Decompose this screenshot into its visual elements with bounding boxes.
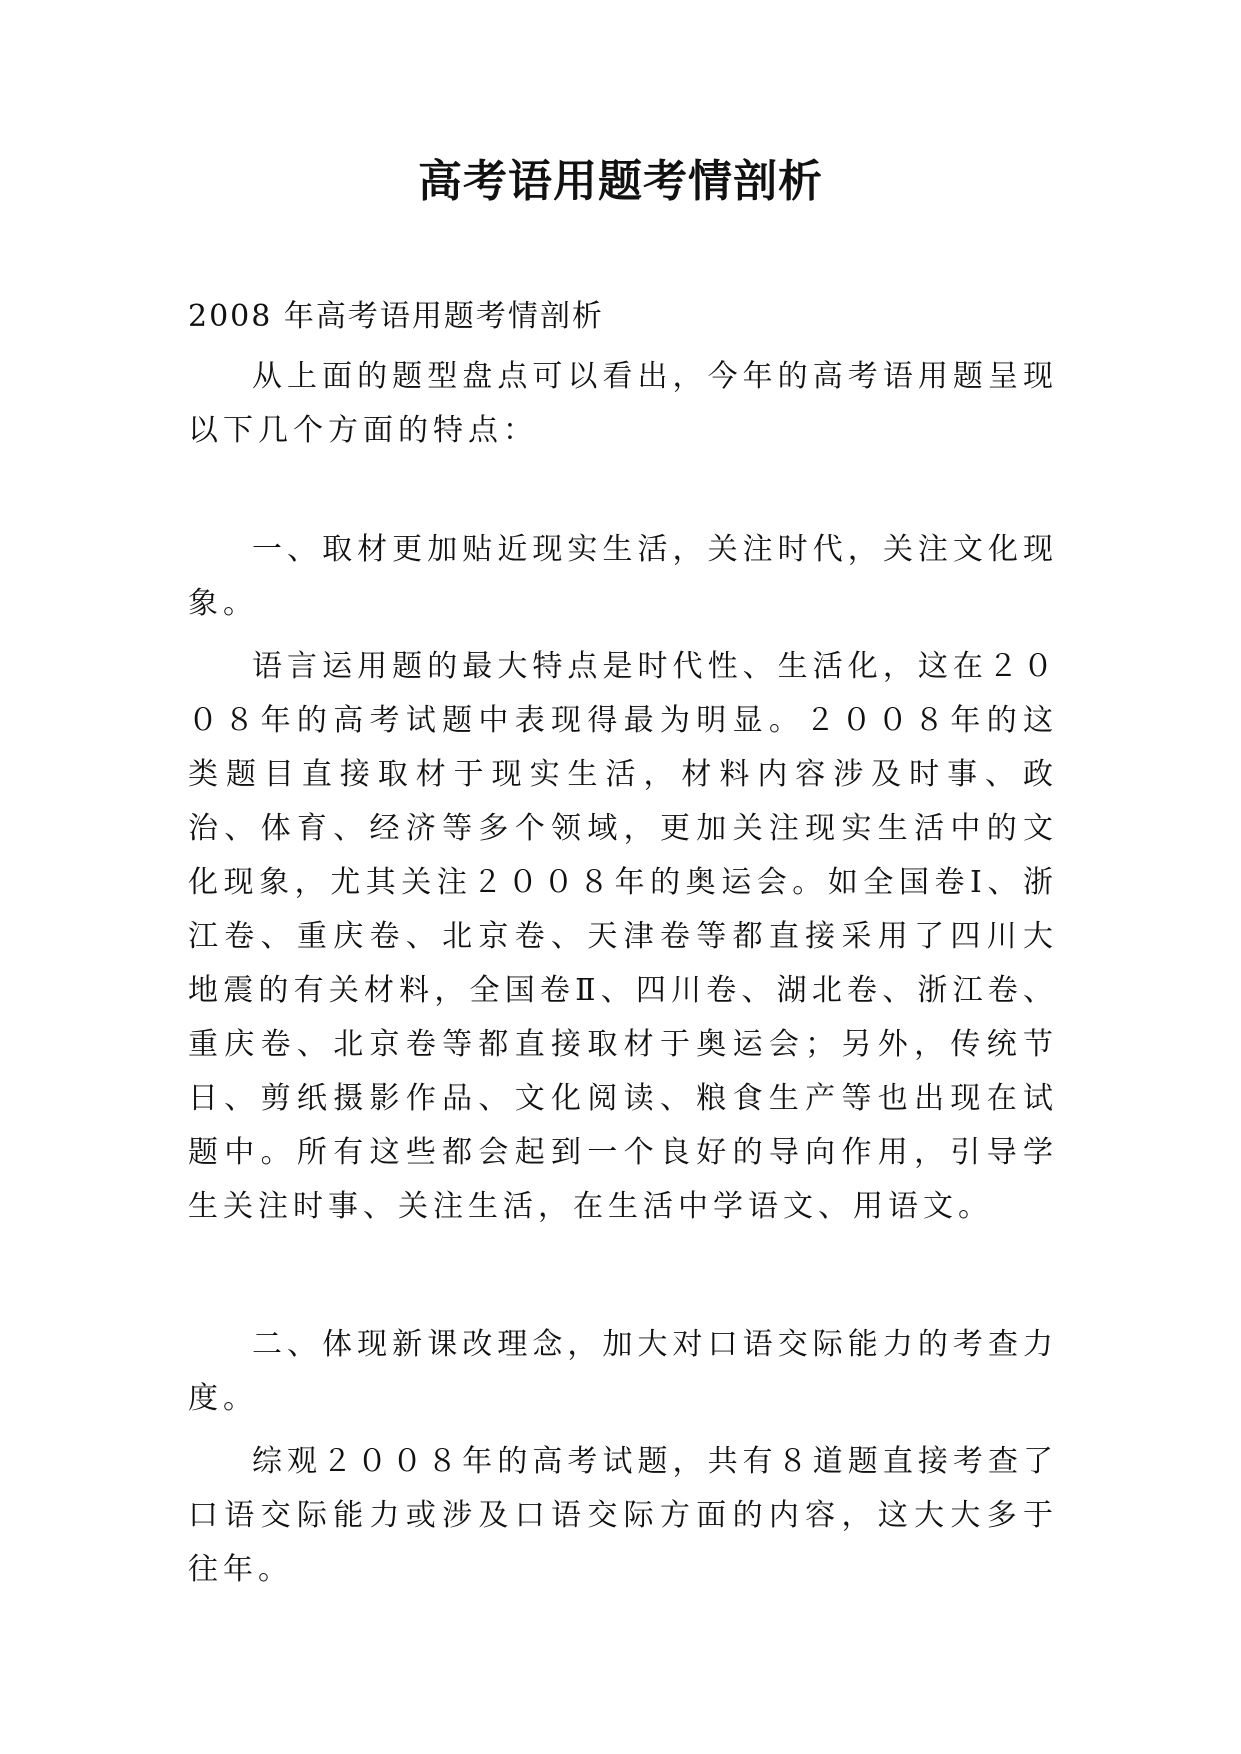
intro-paragraph: 从上面的题型盘点可以看出，今年的高考语用题呈现以下几个方面的特点： (188, 359, 1058, 448)
section-heading-2: 二、体现新课改理念，加大对口语交际能力的考查力度。 (188, 1327, 1058, 1416)
section-2-paragraph: 综观２００８年的高考试题，共有８道题直接考查了口语交际能力或涉及口语交际方面的内容，这大大多于往年。 (188, 1444, 1058, 1587)
document-title: 高考语用题考情剖析 (418, 156, 823, 207)
section-1-paragraph: 语言运用题的最大特点是时代性、生活化，这在２００８年的高考试题中表现得最为明显。２００８年的这类题目直接取材于现实生活，材料内容涉及时事、政治、体育、经济等多个领域，更加关注现实生活中的文化现象，尤其关注２００８年的奥运会。如全国卷Ⅰ、浙江卷、重庆卷、北京卷、天津卷等都直接采用了四川大地震的有关材料，全国卷Ⅱ、四川卷、湖北卷、浙江卷、重庆卷、北京卷等都直接取材于奥运会；另外，传统节日、剪纸摄影作品、文化阅读、粮食生产等也出现在试题中。所有这些都会起到一个良好的导向作用，引导学生关注时事、关注生活，在生活中学语文、用语文。 (188, 649, 1058, 1224)
section-heading-1: 一、取材更加贴近现实生活，关注时代，关注文化现象。 (188, 532, 1058, 621)
document-subtitle: 2008 年高考语用题考情剖析 (188, 299, 604, 334)
